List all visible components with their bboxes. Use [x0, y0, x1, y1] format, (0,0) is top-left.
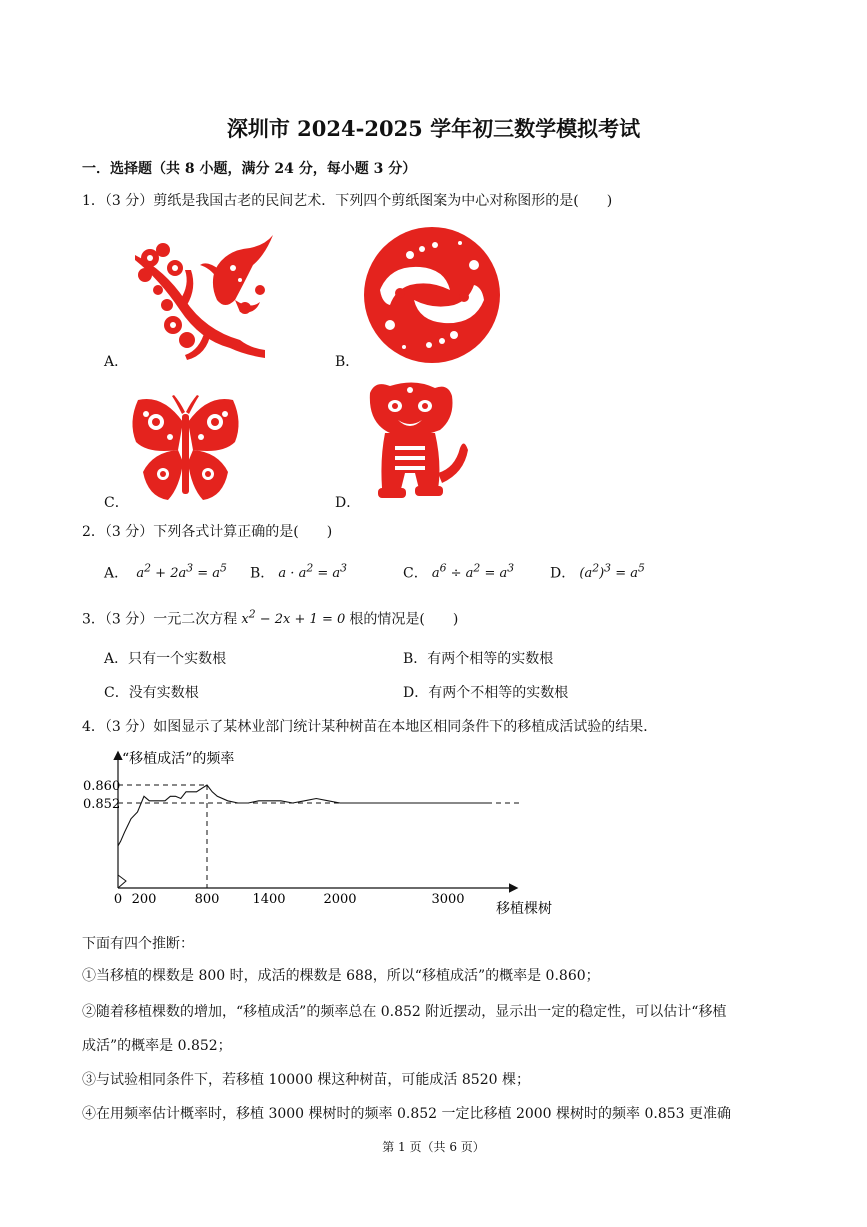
q2-option-d [550, 562, 645, 582]
q3-stem-before: 3．（3 分）一元二次方程 [82, 611, 238, 628]
y-tick-label: 0.860 [83, 779, 121, 794]
x-tick-label: 800 [194, 892, 220, 907]
question-1-stem: 1．（3 分）剪纸是我国古老的民间艺术．下列四个剪纸图案为中心对称图形的是( ) [82, 193, 613, 209]
papercut-butterfly-image [128, 392, 243, 504]
q2-option-d-label: D． [550, 565, 576, 582]
question-2-stem: 2．（3 分）下列各式计算正确的是( ) [82, 524, 333, 540]
question-3-stem [82, 608, 458, 628]
q1-option-b-label: B． [335, 354, 360, 370]
x-axis-label: 移植棵树 [496, 901, 552, 917]
series-line [118, 785, 490, 846]
x-tick-label: 1400 [252, 892, 286, 907]
q2-option-d-formula: $(a^2)^3 = a^5$ [575, 562, 645, 582]
q2-option-b-formula: $a \cdot a^2 = a^3$ [274, 562, 348, 582]
q2-option-c-formula: $a^6 \div a^2 = a^3$ [427, 562, 515, 582]
q3-stem-after: 根的情况是( ) [349, 611, 459, 628]
x-tick-label: 2000 [323, 892, 357, 907]
q3-option-c: C．没有实数根 [104, 685, 199, 701]
papercut-tiger-image [360, 378, 470, 506]
q4-statement-1: ①当移植的棵数是 800 时，成活的棵数是 688，所以“移植成活”的概率是 0.860； [82, 968, 600, 984]
frequency-line-chart [78, 745, 578, 920]
page-title: 深圳市 2024-2025 学年初三数学模拟考试 [226, 116, 641, 141]
q4-statement-2: ②随着移植棵数的增加，“移植成活”的频率总在 0.852 附近摆动，显示出一定的稳定性，可以估计“移植 [82, 1004, 727, 1020]
q3-equation: $x^2 - 2x + 1 = 0$ [237, 608, 350, 628]
axis-break-mark [118, 875, 126, 888]
q3-option-a: A．只有一个实数根 [104, 651, 227, 667]
q1-option-d-label: D． [335, 495, 361, 511]
q2-option-a-label: A． [104, 565, 129, 582]
papercut-bird-image [125, 230, 275, 360]
x-tick-label: 200 [131, 892, 157, 907]
q4-statement-2-cont: 成活”的概率是 0.852； [82, 1038, 232, 1054]
q4-statement-4: ④在用频率估计概率时，移植 3000 棵树时的频率 0.852 一定比移植 2000 棵树时的频率 0.853 更准确 [82, 1106, 732, 1122]
q3-option-b: B．有两个相等的实数根 [403, 651, 554, 667]
q1-option-c-label: C． [104, 495, 129, 511]
q2-option-c [403, 562, 514, 582]
section-heading: 一．选择题（共 8 小题，满分 24 分，每小题 3 分） [82, 161, 417, 177]
q2-option-b-label: B． [250, 565, 275, 582]
question-4-stem: 4．（3 分）如图显示了某林业部门统计某种树苗在本地区相同条件下的移植成活试验的结果． [82, 719, 658, 735]
q2-option-a-formula: $a^2 + 2a^3 = a^5$ [128, 562, 227, 582]
papercut-fish-circle-image [360, 225, 505, 365]
q2-option-a [104, 562, 227, 582]
x-tick-label: 3000 [431, 892, 465, 907]
x-tick-label: 0 [113, 892, 123, 907]
q2-option-b [250, 562, 347, 582]
y-tick-label: 0.852 [83, 797, 121, 812]
q4-intro: 下面有四个推断： [82, 936, 194, 952]
y-axis-label: “移植成活”的频率 [122, 751, 235, 767]
q2-option-c-label: C． [403, 565, 428, 582]
q1-option-a-label: A． [104, 354, 129, 370]
page-footer: 第 1 页（共 6 页） [382, 1140, 485, 1154]
q4-statement-3: ③与试验相同条件下，若移植 10000 棵这种树苗，可能成活 8520 棵； [82, 1072, 530, 1088]
q3-option-d: D．有两个不相等的实数根 [403, 685, 569, 701]
